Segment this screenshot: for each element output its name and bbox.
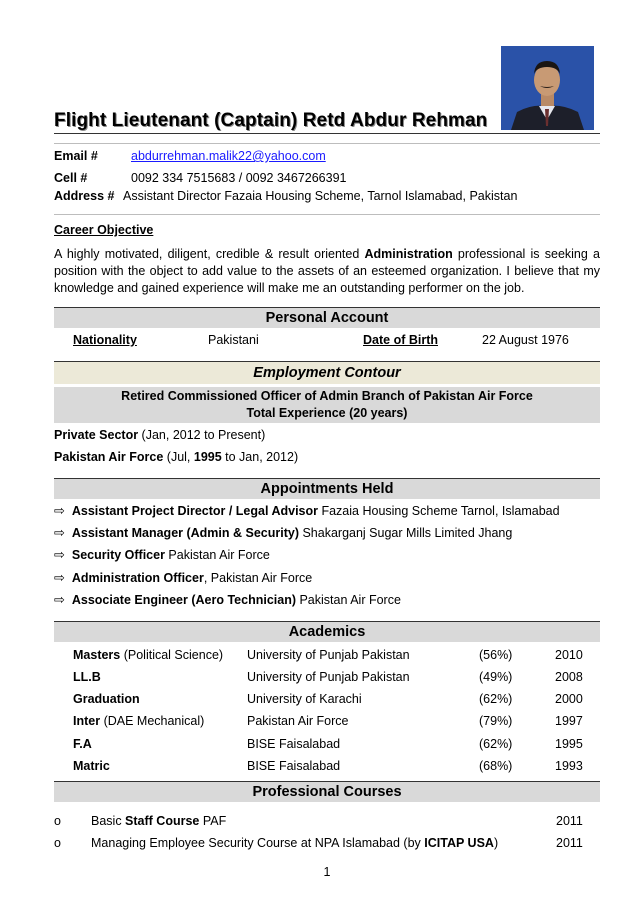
dob-value: 22 August 1976 xyxy=(482,333,569,347)
institution-cell: BISE Faisalabad xyxy=(247,737,341,751)
appointment-item: ⇨ Associate Engineer (Aero Technician) Pakistan Air Force xyxy=(54,592,401,607)
candidate-name: Flight Lieutenant (Captain) Retd Abdur Rehman xyxy=(54,110,488,131)
table-row xyxy=(0,737,638,759)
appointments-heading: Appointments Held xyxy=(54,478,600,499)
nationality-value: Pakistani xyxy=(208,333,259,347)
private-sector-line: Private Sector (Jan, 2012 to Present) xyxy=(54,428,266,442)
percentage-cell: (62%) xyxy=(479,737,513,751)
appointment-item: ⇨ Security Officer Pakistan Air Force xyxy=(54,547,270,562)
email-label: Email # xyxy=(54,149,98,163)
degree-cell: F.A xyxy=(73,737,92,751)
nationality-label: Nationality xyxy=(73,333,137,347)
year-cell: 1995 xyxy=(555,737,583,751)
dob-label: Date of Birth xyxy=(363,333,438,347)
institution-cell: University of Punjab Pakistan xyxy=(247,670,410,684)
year-cell: 2008 xyxy=(555,670,583,684)
degree-cell: Masters (Political Science) xyxy=(73,648,224,662)
appointment-item: ⇨ Assistant Project Director / Legal Advisor Fazaia Housing Scheme Tarnol, Islamabad xyxy=(54,503,560,518)
table-row xyxy=(0,714,638,736)
profile-photo xyxy=(501,46,594,130)
institution-cell: University of Karachi xyxy=(247,692,362,706)
percentage-cell: (49%) xyxy=(479,670,513,684)
year-cell: 1997 xyxy=(555,714,583,728)
percentage-cell: (79%) xyxy=(479,714,513,728)
arrow-right-icon: ⇨ xyxy=(54,570,65,585)
arrow-right-icon: ⇨ xyxy=(54,592,65,607)
arrow-right-icon: ⇨ xyxy=(54,503,65,518)
cell-value: 0092 334 7515683 / 0092 3467266391 xyxy=(131,171,347,185)
list-item xyxy=(0,814,638,836)
personal-account-heading: Personal Account xyxy=(54,307,600,328)
list-item xyxy=(0,836,638,858)
year-cell: 1993 xyxy=(555,759,583,773)
degree-cell: LL.B xyxy=(73,670,101,684)
table-row xyxy=(0,692,638,714)
percentage-cell: (68%) xyxy=(479,759,513,773)
course-year: 2011 xyxy=(556,836,583,850)
address-label: Address # xyxy=(54,189,115,203)
appointment-item: ⇨ Administration Officer, Pakistan Air Force xyxy=(54,570,313,585)
email-link[interactable]: abdurrehman.malik22@yahoo.com xyxy=(131,149,326,163)
appointment-item: ⇨ Assistant Manager (Admin & Security) Shakarganj Sugar Mills Limited Jhang xyxy=(54,525,513,540)
cell-label: Cell # xyxy=(54,171,88,185)
table-row xyxy=(0,648,638,670)
degree-cell: Graduation xyxy=(73,692,140,706)
academics-heading: Academics xyxy=(54,621,600,642)
page-number: 1 xyxy=(323,865,331,879)
degree-cell: Matric xyxy=(73,759,110,773)
employment-summary-band xyxy=(54,387,600,423)
percentage-cell: (56%) xyxy=(479,648,513,662)
bullet-icon: o xyxy=(54,836,61,850)
contact-divider xyxy=(54,214,600,215)
address-value: Assistant Director Fazaia Housing Scheme, Tarnol Islamabad, Pakistan xyxy=(123,189,518,203)
institution-cell: University of Punjab Pakistan xyxy=(247,648,410,662)
career-objective-text: A highly motivated, diligent, credible & result oriented Administration professional is seeking a position with the object to add value to the assets of an esteemed organization. I believe that my knowledge and gained experience will make me an outstanding performer on the job. xyxy=(54,247,600,295)
degree-cell: Inter (DAE Mechanical) xyxy=(73,714,205,728)
institution-cell: Pakistan Air Force xyxy=(247,714,349,728)
table-row xyxy=(0,670,638,692)
bullet-icon: o xyxy=(54,814,61,828)
arrow-right-icon: ⇨ xyxy=(54,525,65,540)
header-divider xyxy=(54,133,600,134)
paf-line: Pakistan Air Force (Jul, 1995 to Jan, 2012) xyxy=(54,450,299,464)
employment-summary-line2: Total Experience (20 years) xyxy=(246,406,408,420)
year-cell: 2010 xyxy=(555,648,583,662)
employment-summary-line1: Retired Commissioned Officer of Admin Branch of Pakistan Air Force xyxy=(121,389,533,403)
course-year: 2011 xyxy=(556,814,583,828)
percentage-cell: (62%) xyxy=(479,692,513,706)
course-name: Managing Employee Security Course at NPA Islamabad (by ICITAP USA) xyxy=(91,836,499,850)
header-divider-light xyxy=(54,143,600,144)
career-objective-heading: Career Objective xyxy=(54,223,154,237)
courses-heading: Professional Courses xyxy=(54,781,600,802)
year-cell: 2000 xyxy=(555,692,583,706)
course-name: Basic Staff Course PAF xyxy=(91,814,227,828)
table-row xyxy=(0,759,638,781)
institution-cell: BISE Faisalabad xyxy=(247,759,341,773)
employment-heading: Employment Contour xyxy=(54,361,600,384)
arrow-right-icon: ⇨ xyxy=(54,547,65,562)
